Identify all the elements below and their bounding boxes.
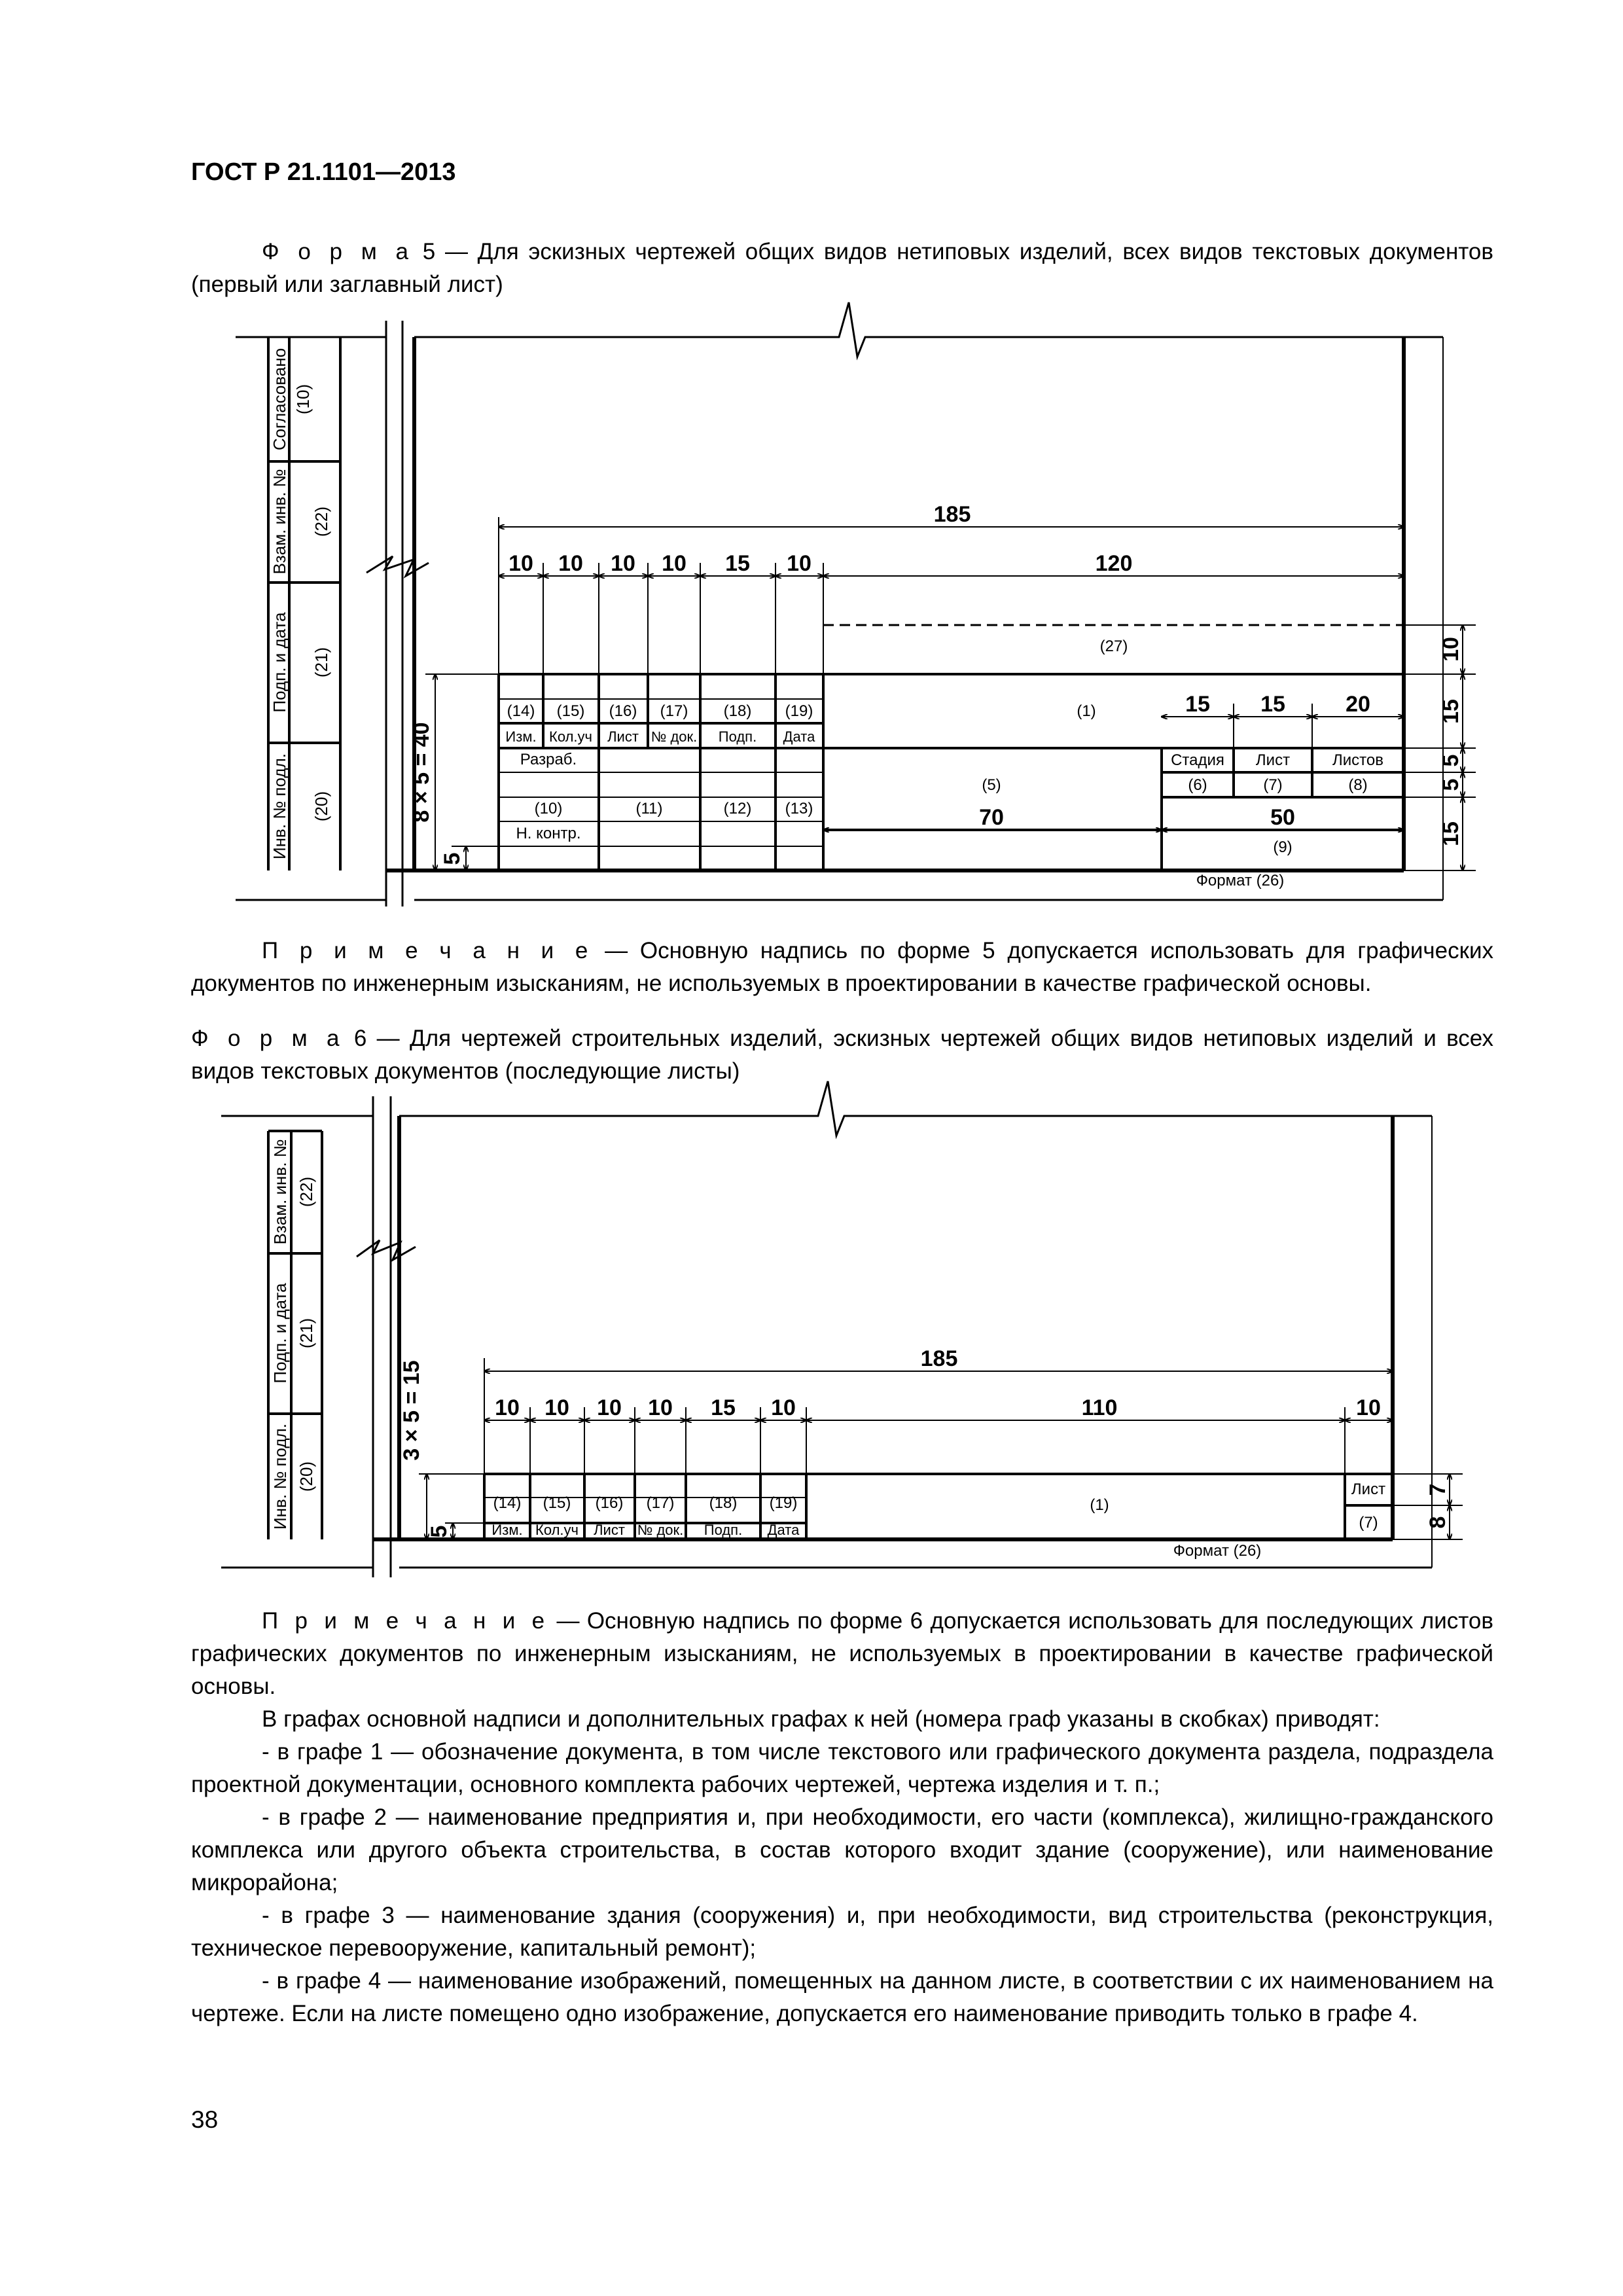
form6-note	[191, 1605, 1493, 1703]
form5-dim-col: 15	[725, 551, 750, 576]
form5-dim-right: 5	[1438, 754, 1463, 767]
form6-side-num-21: (21)	[296, 1318, 316, 1349]
form6-note-label: П р и м е ч а н и е	[262, 1608, 550, 1634]
form6-side-label-inv: Инв. № подл.	[270, 1424, 290, 1530]
form5-dim-sub: 15	[1185, 692, 1210, 717]
form6-dim-col: 10	[544, 1395, 569, 1420]
form6-dim-total: 185	[920, 1346, 958, 1371]
form6-cell-num: (17)	[646, 1494, 675, 1512]
form5-dim-right: 15	[1438, 821, 1463, 846]
form5-dim-right: 10	[1438, 637, 1463, 662]
form6-cell-num: (18)	[709, 1494, 738, 1512]
form5-cell-stage-hdr: Лист	[1255, 751, 1291, 769]
form6-break-left	[357, 1240, 416, 1260]
form5-dim-col: 10	[611, 551, 635, 576]
form5-cell-num: (15)	[556, 702, 585, 720]
form5-cell-num: (17)	[660, 702, 688, 720]
form5-cell-num: (10)	[534, 800, 563, 817]
form5-dim-70: 70	[979, 805, 1004, 830]
form6-side-num-20: (20)	[296, 1461, 316, 1492]
document-header: ГОСТ Р 21.1101—2013	[191, 158, 456, 186]
form6-cell-1: (1)	[1090, 1496, 1109, 1514]
form5-dim-col: 10	[662, 551, 687, 576]
form5-cell-num: (13)	[785, 800, 813, 817]
form5-side-label-vzam: Взам. инв. №	[270, 469, 289, 575]
form6-cell-num: (14)	[493, 1494, 522, 1512]
form5-cell-header: Лист	[607, 728, 639, 745]
form5-cell-stage-val: (7)	[1263, 776, 1283, 794]
form6-cell-num: (15)	[543, 1494, 571, 1512]
form5-cell-9: (9)	[1273, 838, 1293, 856]
form5-dim-50: 50	[1270, 805, 1295, 830]
form6-side-label-podp: Подп. и дата	[270, 1283, 290, 1384]
body-item: - в графе 1 — обозначение документа, в том числе текстового или графического документа раздела, подраздела проектной документации, основного комплекта рабочих чертежей, чертежа изделия и т. п.;	[191, 1739, 1493, 1797]
form6-cell-7: (7)	[1359, 1514, 1378, 1532]
form5-cell-header: Дата	[783, 728, 815, 745]
form6-dim-col: 10	[771, 1395, 796, 1420]
form6-cell-header: Подп.	[704, 1522, 743, 1538]
form6-cell-header: Лист	[594, 1522, 625, 1538]
form6-cell-list: Лист	[1351, 1480, 1386, 1498]
form5-cell-1: (1)	[1077, 702, 1096, 720]
form6-cell-header: № док.	[637, 1522, 684, 1538]
form5-cell-header: Изм.	[505, 728, 537, 745]
body-item: - в графе 2 — наименование предприятия и, при необходимости, его части (комплекса), жилищно-гражданского комплекса или другого объекта строительства, в состав которого входит здание (сооружение), или наименование микрорайона;	[191, 1804, 1493, 1895]
form5-cell-header: № док.	[651, 728, 698, 745]
form6-break-top	[399, 1081, 1432, 1136]
form6-dim-right: 7	[1425, 1483, 1450, 1496]
form5-cell-num: (14)	[507, 702, 535, 720]
body-item: - в графе 4 — наименование изображений, помещенных на данном листе, в соответствии с их наименованием на чертеже. Если на листе помещено одно изображение, допускается его наименование приводить только в графе 4.	[191, 1968, 1493, 2026]
form5-dim-rest: 120	[1095, 551, 1133, 576]
form5-cell-stage-hdr: Стадия	[1171, 751, 1224, 769]
form6-caption-text: 6 — Для чертежей строительных изделий, эскизных чертежей общих видов нетиповых изделий и всех видов текстовых документов (последующие листы)	[191, 1026, 1494, 1084]
form5-cell-27: (27)	[1099, 637, 1128, 655]
form5-cell-num: (18)	[723, 702, 752, 720]
form5-dim-col: 10	[787, 551, 812, 576]
form5-dim-height: 8 × 5 = 40	[409, 722, 434, 823]
form6-dim-right: 8	[1425, 1516, 1450, 1529]
form5-side-num-22: (22)	[312, 506, 331, 537]
form6-side-label-vzam: Взам. инв. №	[270, 1139, 290, 1245]
form6-cell-header: Изм.	[491, 1522, 523, 1538]
form5-cell-num: (12)	[723, 800, 752, 817]
form5-cell-num: (16)	[609, 702, 637, 720]
form6-cell-num: (16)	[595, 1494, 624, 1512]
form5-side-label-soglasovano: Согласовано	[270, 348, 289, 451]
form6-dim-col: 15	[711, 1395, 736, 1420]
form5-side-label-podp: Подп. и дата	[270, 612, 289, 713]
form6-side-num-22: (22)	[296, 1176, 316, 1208]
page-number: 38	[191, 2106, 219, 2133]
form5-side-label-inv: Инв. № подл.	[270, 753, 289, 859]
form5-cell-5: (5)	[982, 776, 1001, 794]
form5-cell-stage-val: (8)	[1348, 776, 1368, 794]
form5-dim-col: 10	[558, 551, 583, 576]
form5-dim-sub: 15	[1260, 692, 1285, 717]
form5-side-num-20: (20)	[312, 791, 331, 822]
form6-format-label: Формат (26)	[1173, 1542, 1262, 1560]
form5-dim-col: 10	[508, 551, 533, 576]
body-item: - в графе 3 — наименование здания (сооружения) и, при необходимости, вид строительства (реконструкция, техническое перевооружение, капитальный ремонт);	[191, 1903, 1493, 1961]
form6-cell-header: Дата	[767, 1522, 800, 1538]
form6-cell-header: Кол.уч	[535, 1522, 579, 1538]
form6-dim-height: 3 × 5 = 15	[399, 1360, 424, 1461]
form5-cell-header: Кол.уч	[549, 728, 592, 745]
form6-dim-last: 10	[1356, 1395, 1381, 1420]
form5-dim-5: 5	[440, 852, 465, 865]
form5-dim-total: 185	[933, 502, 971, 527]
form5-format-label: Формат (26)	[1196, 872, 1285, 889]
form6-dimension-lines	[427, 1371, 1450, 1539]
form6-dim-col: 10	[597, 1395, 622, 1420]
form5-cell-num: (19)	[785, 702, 813, 720]
form6-caption-label: Ф о р м а	[191, 1026, 344, 1051]
form5-cell-nkontr: Н. контр.	[516, 825, 581, 842]
form6-dim-col: 10	[495, 1395, 520, 1420]
form6-note-text: — Основную надпись по форме 6 допускается использовать для последующих листов графических документов по инженерным изысканиям, не используемых в проектировании в качестве графической основы.	[191, 1608, 1493, 1699]
form5-side-num-21: (21)	[312, 647, 331, 678]
form5-caption-text: 5 — Для эскизных чертежей общих видов нетиповых изделий, всех видов текстовых документов (первый или заглавный лист)	[191, 239, 1493, 297]
form6-cell-num: (19)	[769, 1494, 798, 1512]
form6-dim-5: 5	[427, 1525, 452, 1538]
form5-note-text: — Основную надпись по форме 5 допускается использовать для графических документов по инженерным изысканиям, не используемых в проектировании в качестве графической основы.	[191, 938, 1493, 996]
form5-cell-razrab: Разраб.	[520, 751, 577, 768]
form6-dim-col: 10	[648, 1395, 673, 1420]
form5-cell-header: Подп.	[718, 728, 757, 745]
form5-dim-right: 5	[1438, 778, 1463, 791]
body-intro: В графах основной надписи и дополнительных графах к ней (номера граф указаны в скобках) приводят:	[262, 1706, 1380, 1732]
form5-cell-stage-val: (6)	[1188, 776, 1207, 794]
form6-extension-lines	[419, 1358, 1463, 1539]
form5-cell-num: (11)	[635, 800, 663, 817]
form5-cell-stage-hdr: Листов	[1332, 751, 1383, 769]
form5-note-label: П р и м е ч а н и е	[262, 938, 593, 963]
form5-caption-label: Ф о р м а	[262, 239, 414, 264]
form5-dim-right: 15	[1438, 699, 1463, 724]
form5-side-num-10: (10)	[293, 384, 313, 415]
form5-dim-sub: 20	[1346, 692, 1370, 717]
form6-dim-rest: 110	[1081, 1395, 1118, 1420]
